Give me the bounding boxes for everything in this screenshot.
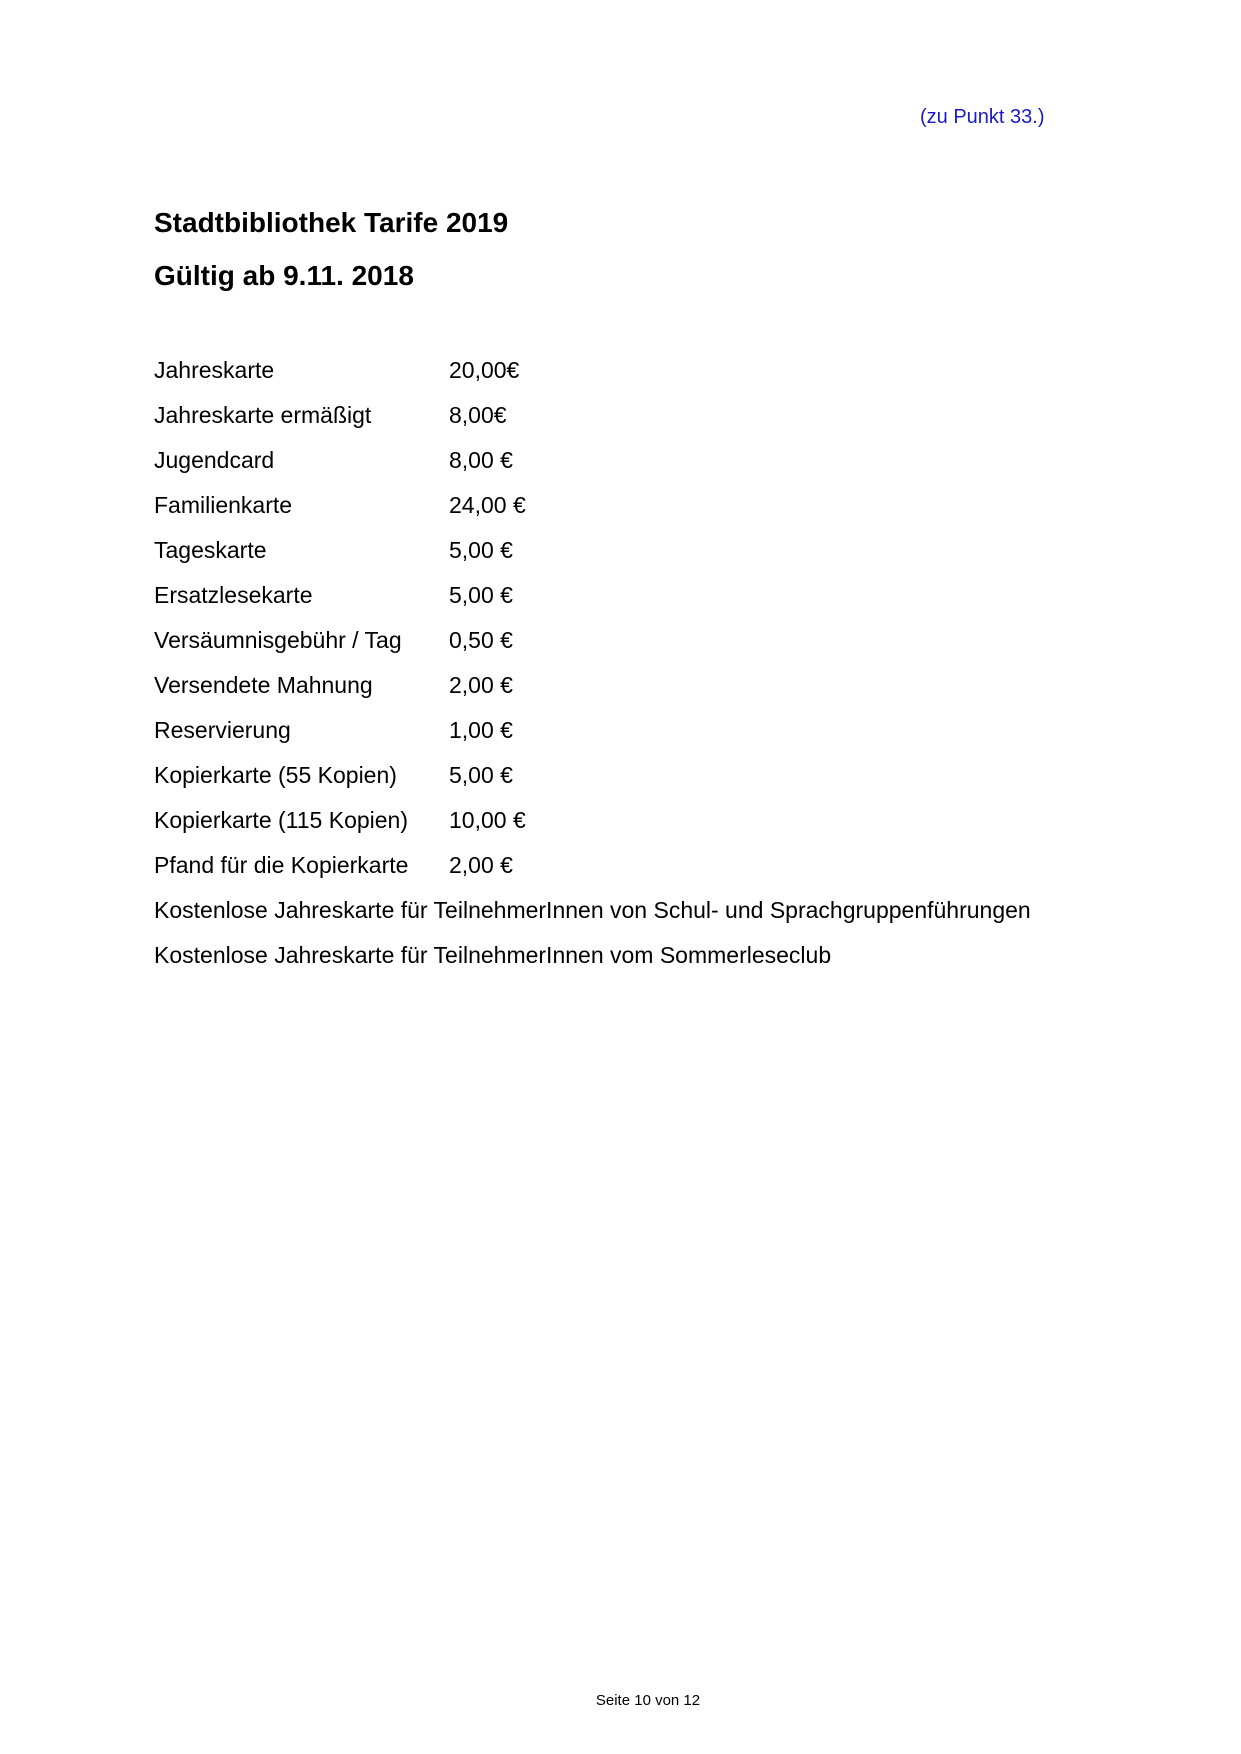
- tariff-row-familienkarte: [154, 490, 1154, 535]
- tariff-row-kopierkarte-115: [154, 805, 1154, 850]
- tariff-row-versaeumnisgebuehr: [154, 625, 1154, 670]
- tariff-row-jahreskarte-ermaessigt: [154, 400, 1154, 445]
- tariff-price: 8,00€: [449, 402, 507, 428]
- tariff-price: 8,00 €: [449, 447, 513, 473]
- tariff-label: Jahreskarte ermäßigt: [154, 402, 372, 428]
- validity-date: Gültig ab 9.11. 2018: [154, 260, 414, 291]
- tariff-label: Tageskarte: [154, 537, 267, 563]
- tariff-row-ersatzlesekarte: [154, 580, 1154, 625]
- tariff-price: 20,00€: [449, 357, 520, 383]
- tariff-price: 2,00 €: [449, 672, 513, 698]
- tariff-row-tageskarte: [154, 535, 1154, 580]
- tariff-price: 5,00 €: [449, 537, 513, 563]
- tariff-row-kopierkarte-55: [154, 760, 1154, 805]
- tariff-label: Versäumnisgebühr / Tag: [154, 627, 402, 653]
- agenda-reference: (zu Punkt 33.): [920, 106, 1045, 128]
- tariff-label: Kopierkarte (55 Kopien): [154, 762, 397, 788]
- tariff-price: 0,50 €: [449, 627, 513, 653]
- tariff-label: Jahreskarte: [154, 357, 275, 383]
- tariff-label: Familienkarte: [154, 492, 293, 518]
- free-card-note-school-groups: Kostenlose Jahreskarte für TeilnehmerInnen von Schul- und Sprachgruppenführungen: [154, 897, 1031, 923]
- tariff-price: 10,00 €: [449, 807, 526, 833]
- tariff-price: 2,00 €: [449, 852, 513, 878]
- tariff-price: 5,00 €: [449, 762, 513, 788]
- tariff-label: Reservierung: [154, 717, 291, 743]
- tariff-label: Ersatzlesekarte: [154, 582, 313, 608]
- tariff-label: Jugendcard: [154, 447, 275, 473]
- tariff-list: [154, 355, 1154, 985]
- tariff-price: 5,00 €: [449, 582, 513, 608]
- page-number: Seite 10 von 12: [595, 1692, 701, 1709]
- tariff-price: 1,00 €: [449, 717, 513, 743]
- free-card-note-summer-club: Kostenlose Jahreskarte für TeilnehmerInnen vom Sommerleseclub: [154, 942, 832, 968]
- tariff-row-pfand-kopierkarte: [154, 850, 1154, 895]
- tariff-label: Versendete Mahnung: [154, 672, 373, 698]
- document-title: Stadtbibliothek Tarife 2019: [154, 207, 509, 238]
- tariff-label: Pfand für die Kopierkarte: [154, 852, 409, 878]
- tariff-row-jugendcard: [154, 445, 1154, 490]
- tariff-row-mahnung: [154, 670, 1154, 715]
- tariff-row-jahreskarte: [154, 355, 1154, 400]
- tariff-row-reservierung: [154, 715, 1154, 760]
- tariff-label: Kopierkarte (115 Kopien): [154, 807, 408, 833]
- tariff-price: 24,00 €: [449, 492, 526, 518]
